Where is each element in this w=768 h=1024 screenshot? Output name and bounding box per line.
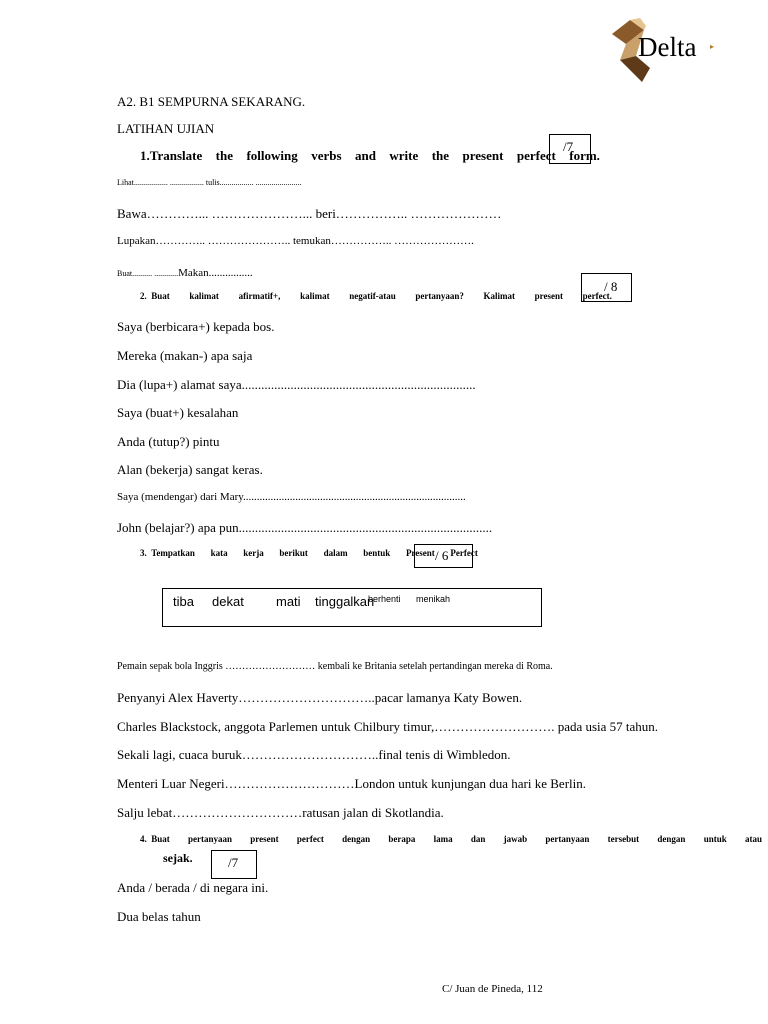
section2-word-7: present — [534, 291, 564, 301]
section2-score-box — [581, 273, 632, 302]
section1-score-box — [549, 134, 591, 164]
header-title: A2. B1 SEMPURNA SEKARANG. — [117, 94, 306, 109]
section1-word-3: verbs — [311, 148, 342, 163]
section1-row-2: Lupakan………….. ………………….. temukan…………….. …………………. — [117, 235, 474, 247]
section3-item-2: Sekali lagi, cuaca buruk…………………………..final tenis di Wimbledon. — [117, 747, 511, 762]
section1-row-3-lead: Buat.......... ............ — [117, 269, 179, 278]
section3-item-3: Menteri Luar Negeri…………………………London untuk kunjungan dua hari ke Berlin. — [117, 776, 586, 791]
section2-word-8: perfect. — [582, 291, 612, 301]
section3-word-4: dalam — [323, 548, 348, 558]
section4-word-4: dengan — [342, 834, 371, 844]
section3-word-1: kata — [210, 548, 228, 558]
section3-item-1: Charles Blackstock, anggota Parlemen untuk Chilbury timur,………………………. pada usia 57 tahun. — [117, 719, 659, 734]
section3-word-box — [162, 588, 542, 627]
section2-word-5: pertanyaan? — [415, 291, 464, 301]
header-subtitle: LATIHAN UJIAN — [117, 121, 215, 136]
section1-instruction — [140, 148, 600, 164]
section2-instruction — [140, 291, 612, 301]
logo-arrow-icon: ▸ — [710, 42, 715, 51]
wordbox-word-1: dekat — [212, 594, 244, 609]
section2-item-6: Saya (mendengar) dari Mary................................................................................. — [117, 491, 466, 503]
section2-item-3: Saya (buat+) kesalahan — [117, 405, 239, 420]
section3-first-item: Pemain sepak bola Inggris ……………………… kembali ke Britania setelah pertandingan mereka di Roma. — [117, 661, 553, 672]
delta-logo — [606, 16, 718, 84]
section4-word-11: dengan — [657, 834, 686, 844]
section3-score: / 6 — [435, 548, 449, 563]
section4-word-7: dan — [470, 834, 486, 844]
section1-score: /7 — [563, 139, 574, 154]
section2-word-0: 2. Buat — [140, 291, 170, 301]
section3-item-0: Penyanyi Alex Haverty…………………………..pacar lamanya Katy Bowen. — [117, 690, 523, 705]
footer-address: C/ Juan de Pineda, 112 — [442, 983, 543, 995]
section2-item-2: Dia (lupa+) alamat saya........................................................................ — [117, 377, 476, 392]
section4-word-0: 4. Buat — [140, 834, 170, 844]
wordbox-word-4: berhenti — [368, 594, 401, 604]
section1-word-7: present — [462, 148, 504, 163]
section4-word-12: untuk — [703, 834, 727, 844]
section2-word-6: Kalimat — [483, 291, 516, 301]
section1-word-8: perfect — [516, 148, 556, 163]
section2-item-0: Saya (berbicara+) kepada bos. — [117, 319, 275, 334]
section2-item-5: Alan (bekerja) sangat keras. — [117, 462, 263, 477]
wordbox-word-5: menikah — [416, 594, 451, 604]
section1-word-4: and — [354, 148, 376, 163]
section4-word-5: berapa — [388, 834, 416, 844]
section1-word-9: form. — [569, 148, 600, 163]
section2-item-7: John (belajar?) apa pun.............................................................................. — [117, 520, 493, 535]
section4-item-1: Dua belas tahun — [117, 909, 201, 924]
section3-word-2: kerja — [243, 548, 264, 558]
wordbox-word-3: tinggalkan — [315, 594, 375, 609]
wordbox-word-2: mati — [276, 594, 301, 609]
section1-row-1: Bawa…………... …………………... beri…………….. ………………… — [117, 206, 502, 221]
section1-row-0: Lihat................. ................. tulis................. ....................... — [117, 178, 302, 187]
section3-word-6: Present — [405, 548, 435, 558]
section3-score-box — [414, 544, 473, 568]
section3-word-5: bentuk — [363, 548, 391, 558]
section2-word-4: negatif-atau — [349, 291, 396, 301]
section2-word-3: kalimat — [300, 291, 330, 301]
section4-word-1: pertanyaan — [188, 834, 233, 844]
section4-word-9: pertanyaan — [545, 834, 590, 844]
section4-score-box — [211, 850, 257, 879]
section4-word-10: tersebut — [607, 834, 640, 844]
section1-word-0: 1.Translate — [140, 148, 203, 163]
section3-word-7: Perfect — [450, 548, 478, 558]
section4-word-8: jawab — [503, 834, 528, 844]
section4-line2: sejak. — [163, 851, 193, 865]
section1-row-3 — [117, 263, 253, 281]
logo-text: Delta — [638, 32, 697, 62]
section4-word-3: perfect — [296, 834, 324, 844]
section3-word-3: berikut — [279, 548, 308, 558]
section2-word-2: afirmatif+, — [238, 291, 281, 301]
section2-score: / 8 — [604, 279, 618, 294]
section1-word-1: the — [215, 148, 234, 163]
section2-word-1: kalimat — [189, 291, 219, 301]
section1-word-5: write — [389, 148, 419, 163]
section2-item-1: Mereka (makan-) apa saja — [117, 348, 253, 363]
section4-word-6: lama — [433, 834, 453, 844]
section4-instruction — [140, 834, 762, 844]
wordbox-word-0: tiba — [173, 594, 194, 609]
section4-word-2: present — [250, 834, 279, 844]
section1-word-6: the — [431, 148, 450, 163]
section4-score: /7 — [228, 855, 239, 870]
section2-item-4: Anda (tutup?) pintu — [117, 434, 220, 449]
section4-item-0: Anda / berada / di negara ini. — [117, 880, 269, 895]
section3-item-4: Salju lebat…………………………ratusan jalan di Skotlandia. — [117, 805, 444, 820]
section4-word-13: atau — [744, 834, 762, 844]
section1-row-3-tail: Makan................ — [178, 267, 253, 279]
section3-word-0: 3. Tempatkan — [140, 548, 195, 558]
section1-word-2: following — [246, 148, 298, 163]
